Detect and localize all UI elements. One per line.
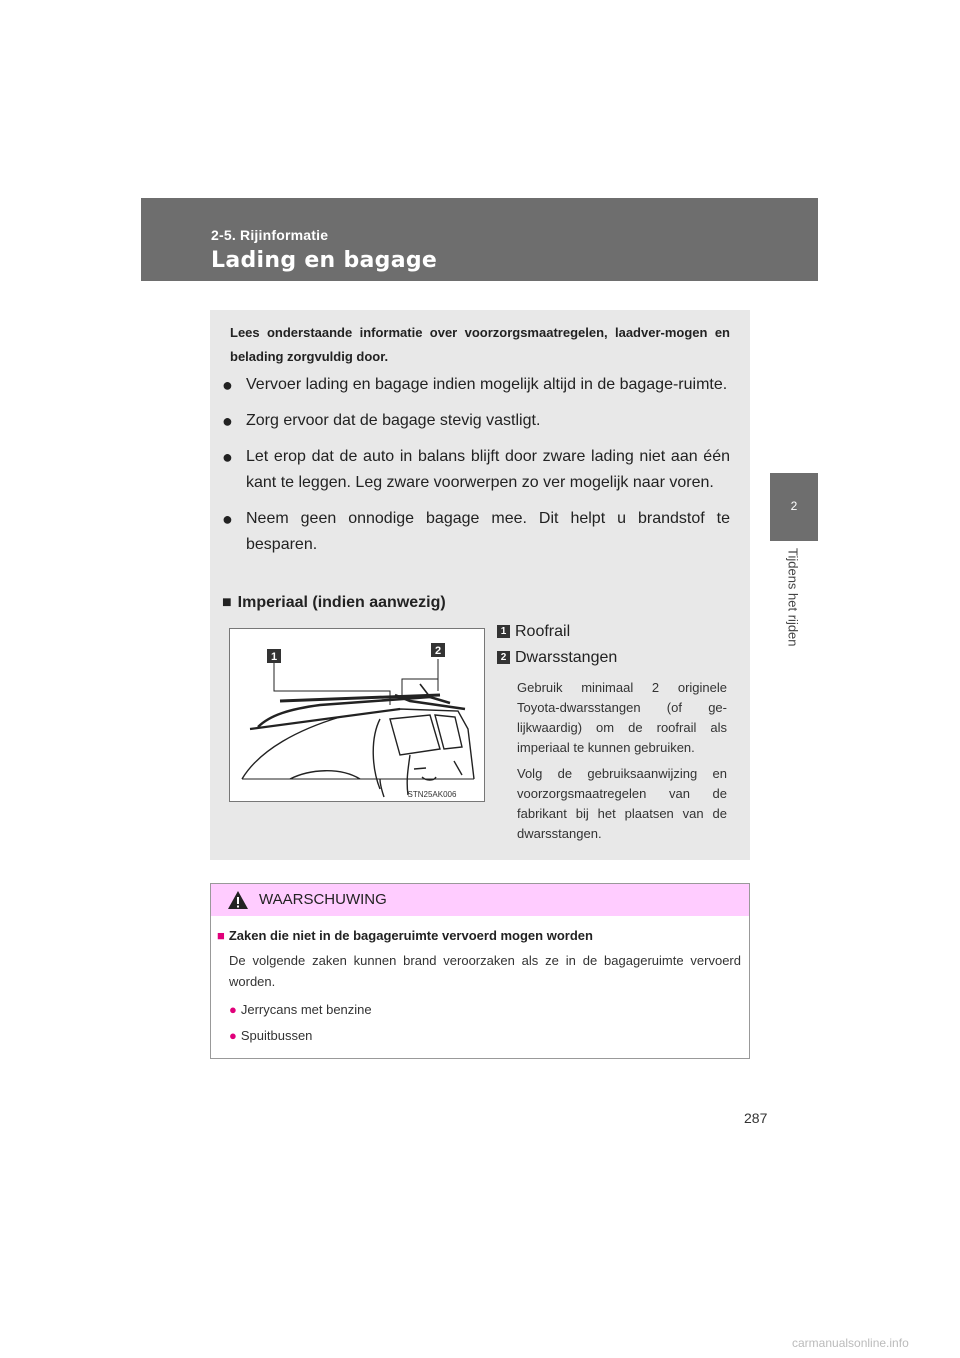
page-number: 287 bbox=[744, 1110, 768, 1126]
list-item bbox=[222, 372, 730, 398]
list-item-text: Zorg ervoor dat de bagage stevig vastligt. bbox=[246, 412, 541, 429]
chapter-label bbox=[781, 548, 805, 668]
watermark: carmanualsonline.info bbox=[792, 1336, 909, 1350]
info-box bbox=[210, 310, 750, 860]
page-title: Lading en bagage bbox=[211, 248, 438, 273]
square-bullet-icon: ■ bbox=[222, 594, 232, 611]
chapter-number: 2 bbox=[790, 499, 798, 513]
intro-text: Lees onderstaande informatie over voorzorgsmaatregelen, laadver-mogen en belading zorgvuldig door. bbox=[230, 325, 730, 364]
bullet-icon: ● bbox=[222, 447, 233, 467]
car-roof-illustration bbox=[230, 629, 484, 801]
warning-box bbox=[210, 883, 750, 1059]
marker-1: 1 bbox=[270, 651, 278, 663]
bullet-icon: ● bbox=[222, 375, 233, 395]
list-item-text: Neem geen onnodige bagage mee. Dit helpt u brandstof te besparen. bbox=[246, 510, 730, 553]
warning-triangle-icon bbox=[227, 890, 249, 910]
figure-code: STN25AK006 bbox=[407, 790, 457, 799]
callout-number: 2 bbox=[497, 651, 510, 664]
callout-label: Roofrail bbox=[515, 623, 571, 640]
callout-label: Dwarsstangen bbox=[515, 649, 618, 666]
note-crossbars: Gebruik minimaal 2 originele Toyota-dwarsstangen (of ge-lijkwaardig) om de roofrail als imperiaal te kunnen gebruiken. bbox=[517, 680, 727, 755]
square-bullet-icon: ■ bbox=[217, 928, 225, 943]
warning-title: WAARSCHUWING bbox=[259, 891, 387, 908]
list-item-text: Spuitbussen bbox=[240, 1028, 313, 1043]
roof-rack-heading bbox=[222, 594, 446, 612]
warning-subheading-text: Zaken die niet in de bagageruimte vervoerd mogen worden bbox=[228, 928, 593, 943]
callout-item bbox=[497, 647, 737, 673]
list-item-text: Vervoer lading en bagage indien mogelijk altijd in de bagage-ruimte. bbox=[246, 376, 728, 393]
list-item-text: Jerrycans met benzine bbox=[240, 1002, 372, 1017]
warning-list bbox=[229, 997, 372, 1049]
bullet-icon: ● bbox=[222, 509, 233, 529]
warning-header bbox=[211, 884, 749, 916]
section-label: 2-5. Rijinformatie bbox=[211, 227, 329, 243]
list-item bbox=[222, 506, 730, 558]
callout-item bbox=[497, 621, 737, 647]
list-item bbox=[229, 1023, 372, 1049]
callout-list bbox=[497, 621, 737, 673]
callout-number: 1 bbox=[497, 625, 510, 638]
roof-rack-figure bbox=[229, 628, 485, 802]
list-item bbox=[229, 997, 372, 1023]
warning-subheading bbox=[217, 928, 593, 943]
list-item bbox=[222, 444, 730, 496]
chapter-tab[interactable] bbox=[770, 473, 818, 541]
bullet-icon: ● bbox=[229, 1028, 237, 1043]
header-band bbox=[141, 198, 818, 281]
list-item bbox=[222, 408, 730, 434]
bullet-icon: ● bbox=[229, 1002, 237, 1017]
note-instructions: Volg de gebruiksaanwijzing en voorzorgsmaatregelen van de fabrikant bij het plaatsen van de dwarsstangen. bbox=[517, 766, 727, 841]
chapter-label-text: Tijdens het rijden bbox=[785, 548, 801, 647]
bullet-list bbox=[222, 372, 730, 568]
list-item-text: Let erop dat de auto in balans blijft door zware lading niet aan één kant te leggen. Leg zware voorwerpen zo ver mogelijk naar voren. bbox=[246, 448, 730, 491]
marker-2: 2 bbox=[434, 645, 442, 657]
roof-rack-heading-text: Imperiaal (indien aanwezig) bbox=[237, 594, 446, 611]
warning-text: De volgende zaken kunnen brand veroorzaken als ze in de bagageruimte vervoerd worden. bbox=[229, 953, 741, 989]
bullet-icon: ● bbox=[222, 411, 233, 431]
